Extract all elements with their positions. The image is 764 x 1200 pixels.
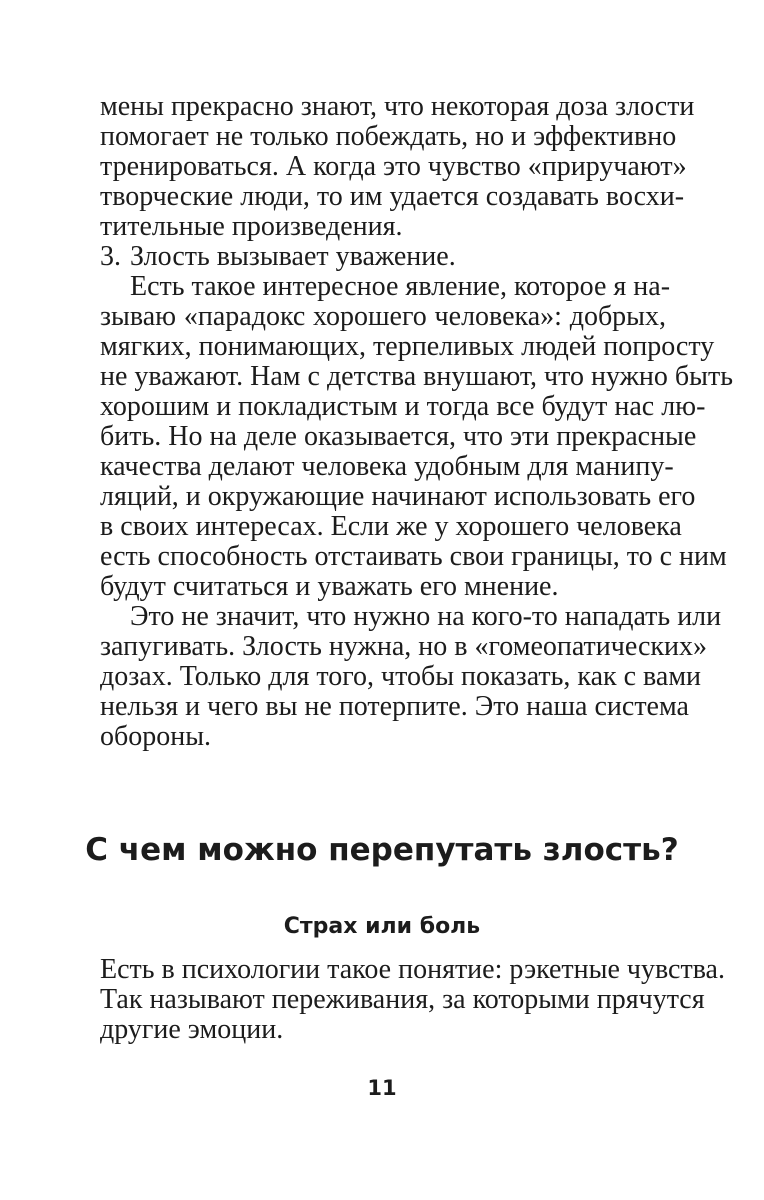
page-number: 11: [367, 1076, 397, 1100]
text-line: дозах. Только для того, чтобы показать, как с вами: [100, 661, 702, 692]
text-line: мены прекрасно знают, что некоторая доза злости: [100, 91, 695, 122]
text-line: помогает не только побеждать, но и эффективно: [100, 121, 677, 152]
text-line: Есть в психологии такое понятие: рэкетные чувства.: [100, 954, 725, 985]
text-line: не уважают. Нам с детства внушают, что нужно быть: [100, 361, 733, 392]
text-line: хорошим и покладистым и тогда все будут нас лю-: [100, 391, 706, 422]
section-text-block: [100, 954, 725, 1045]
text-line: в своих интересах. Если же у хорошего человека: [100, 511, 682, 542]
text-line: другие эмоции.: [100, 1014, 284, 1045]
text-line: есть способность отстаивать свои границы, то с ним: [100, 541, 727, 572]
text-line: Есть такое интересное явление, которое я на-: [130, 271, 671, 302]
text-line: бить. Но на деле оказывается, что эти прекрасные: [100, 421, 697, 452]
text-line: ляций, и окружающие начинают использовать его: [100, 481, 696, 512]
main-text-block: [100, 91, 733, 752]
text-line: мягких, понимающих, терпеливых людей попросту: [100, 331, 715, 362]
list-item-3: [100, 242, 666, 272]
text-line: будут считаться и уважать его мнение.: [100, 571, 559, 602]
text-line: творческие люди, то им удается создавать восхи-: [100, 181, 685, 212]
text-line: Так называют переживания, за которыми прячутся: [100, 984, 705, 1015]
section-heading: С чем можно перепутать злость?: [85, 832, 679, 868]
list-number: 3.: [100, 241, 121, 272]
subsection-heading: Страх или боль: [283, 914, 481, 939]
text-line: обороны.: [100, 721, 212, 752]
text-line: качества делают человека удобным для манипу-: [100, 451, 674, 482]
text-line: тренироваться. А когда это чувство «приручают»: [100, 151, 687, 182]
text-line: запугивать. Злость нужна, но в «гомеопатических»: [100, 631, 708, 662]
text-line: нельзя и чего вы не потерпите. Это наша система: [100, 691, 689, 722]
text-line: Это не значит, что нужно на кого-то нападать или: [130, 601, 722, 632]
text-line: тительные произведения.: [100, 211, 403, 242]
text-line: зываю «парадокс хорошего человека»: добрых,: [100, 301, 666, 332]
list-item-text: Злость вызывает уважение.: [130, 241, 456, 272]
